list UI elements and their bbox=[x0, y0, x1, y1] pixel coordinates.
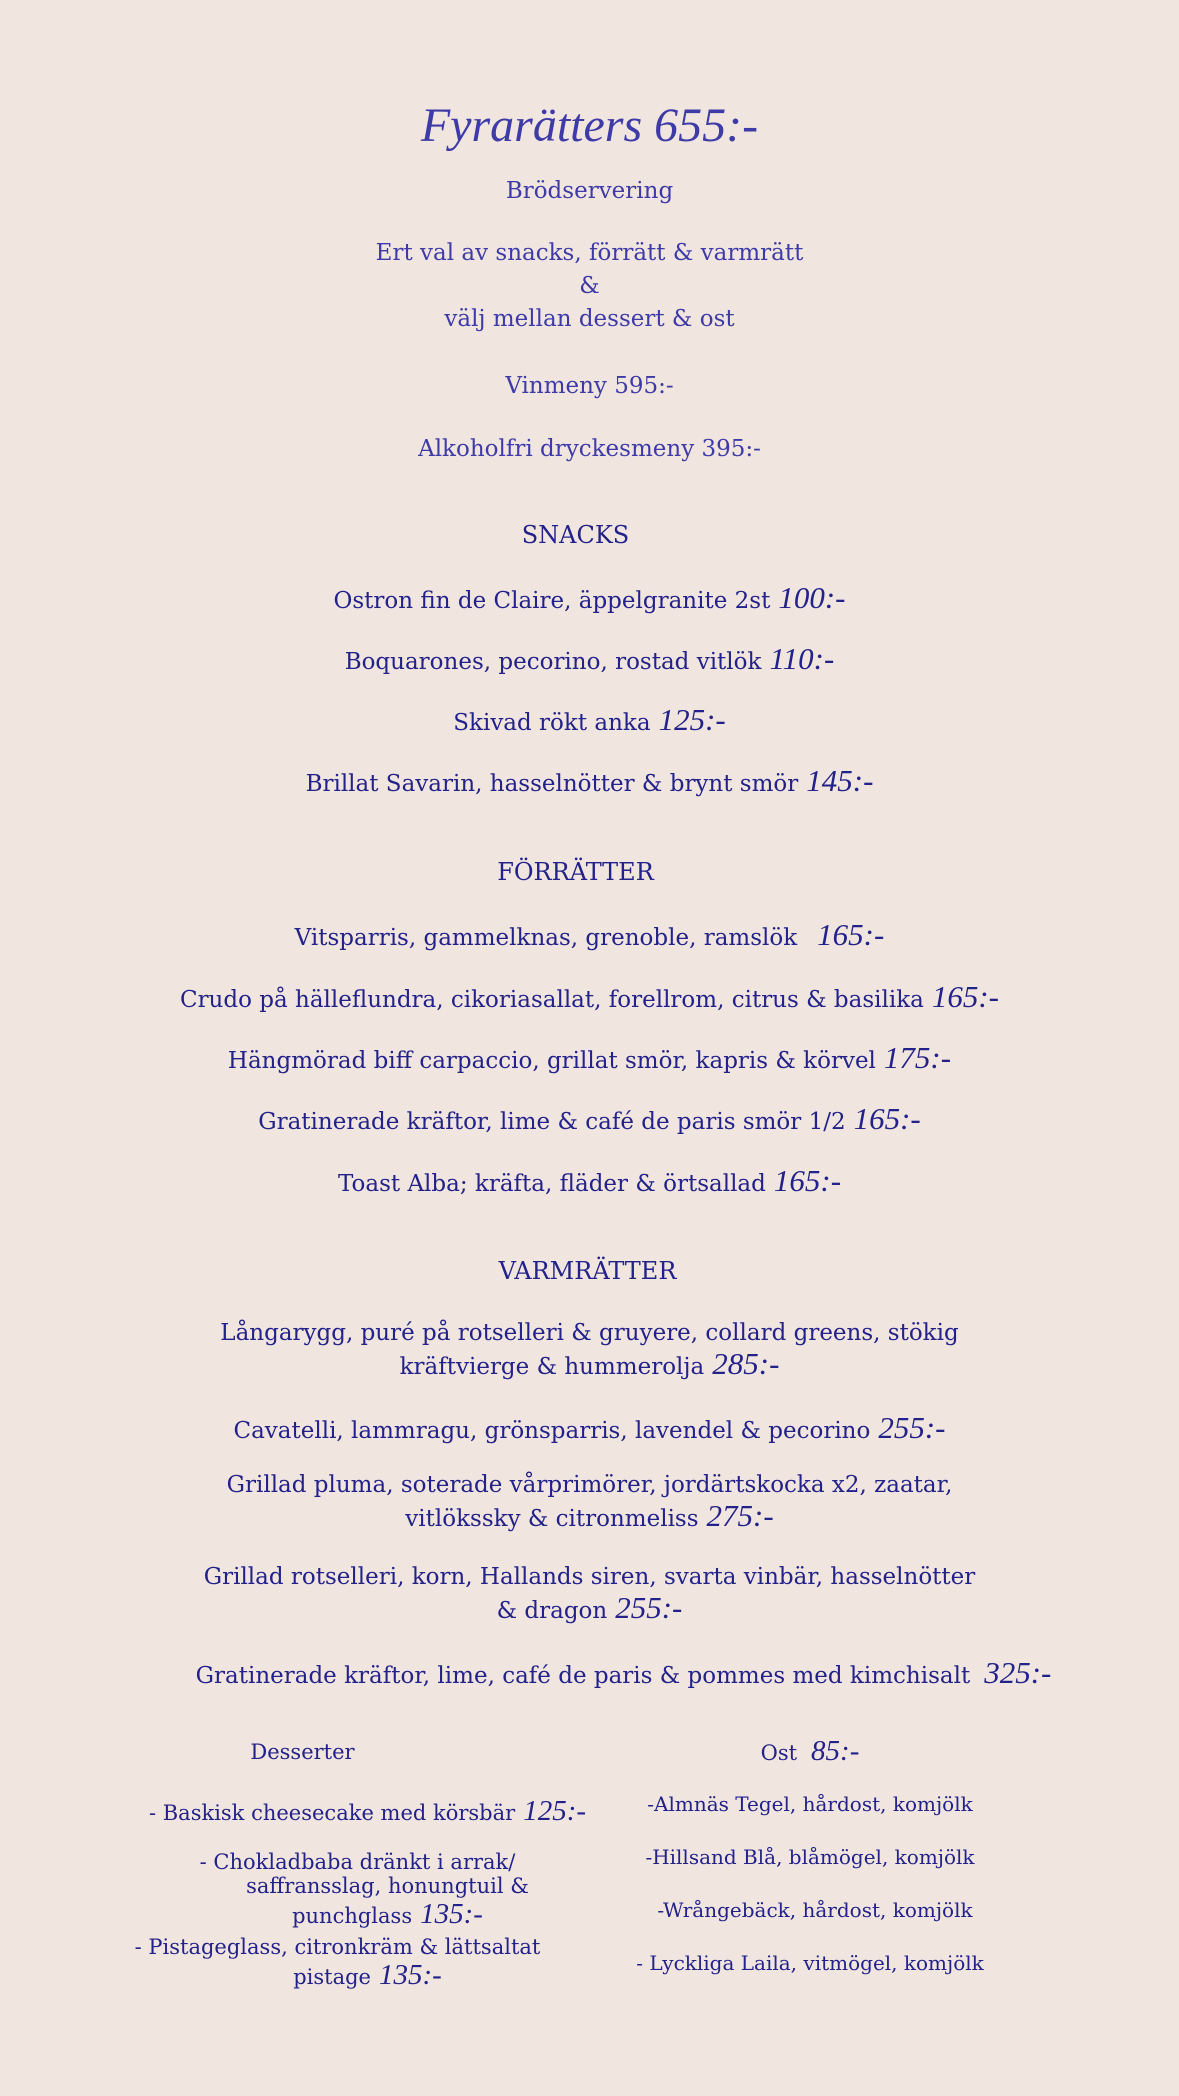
menu-item: Grillad pluma, soterade vårprimörer, jordärtskocka x2, zaatar, vitlökssky & citronmeliss 275:- bbox=[226, 1472, 953, 1533]
cheese-item: -Wrångebäck, hårdost, komjölk bbox=[657, 1898, 973, 1922]
cheese-item: - Lyckliga Laila, vitmögel, komjölk bbox=[636, 1951, 984, 1975]
menu-item: Långarygg, puré på rotselleri & gruyere, collard greens, stökig kräftvierge & hummerolja 285:- bbox=[220, 1320, 959, 1381]
snacks-heading: SNACKS bbox=[521, 521, 630, 549]
choice-line-1: Ert val av snacks, förrätt & varmrätt bbox=[375, 240, 804, 266]
nonalc-menu: Alkoholfri dryckesmeny 395:- bbox=[418, 436, 761, 462]
bread-service: Brödservering bbox=[505, 178, 674, 204]
menu-item: Grillad rotselleri, korn, Hallands siren, svarta vinbär, hasselnötter & dragon 255:- bbox=[203, 1564, 976, 1625]
menu-item: Crudo på hälleflundra, cikoriasallat, forellrom, citrus & basilika 165:- bbox=[179, 979, 1000, 1014]
wine-menu: Vinmeny 595:- bbox=[505, 373, 674, 399]
cheese-price: 85:- bbox=[811, 1735, 860, 1767]
menu-item: Cavatelli, lammragu, grönsparris, lavendel & pecorino 255:- bbox=[233, 1410, 946, 1445]
desserts-column bbox=[130, 1740, 605, 1764]
menu-item: Boquarones, pecorino, rostad vitlök 110:- bbox=[344, 641, 835, 676]
menu-item: Gratinerade kräftor, lime, café de paris & pommes med kimchisalt 325:- bbox=[195, 1655, 1052, 1690]
menu-title: Fyrarätters 655:- bbox=[420, 99, 759, 152]
mains-heading: VARMRÄTTER bbox=[498, 1257, 677, 1285]
menu-item: Ostron fin de Claire, äppelgranite 2st 100:- bbox=[333, 580, 846, 615]
cheese-item: -Almnäs Tegel, hårdost, komjölk bbox=[647, 1792, 973, 1816]
choice-line-2: välj mellan dessert & ost bbox=[444, 306, 735, 332]
menu-item: Gratinerade kräftor, lime & café de paris smör 1/2 165:- bbox=[258, 1101, 921, 1136]
dessert-item: - Baskisk cheesecake med körsbär 125:- bbox=[148, 1795, 587, 1827]
starters-heading: FÖRRÄTTER bbox=[497, 858, 654, 886]
menu-item: Toast Alba; kräfta, fläder & örtsallad 165:- bbox=[337, 1163, 842, 1198]
menu-item: Vitsparris, gammelknas, grenoble, ramslök 165:- bbox=[294, 917, 885, 952]
menu-item: Hängmörad biff carpaccio, grillat smör, kapris & körvel 175:- bbox=[227, 1040, 952, 1075]
menu-item: Skivad rökt anka 125:- bbox=[453, 702, 726, 737]
cheese-heading: Ost bbox=[760, 1741, 798, 1765]
dessert-item: - Pistageglass, citronkräm & lättsaltat pistage 135:- bbox=[134, 1935, 541, 1991]
dessert-item: - Chokladbaba dränkt i arrak/ saffransslag, honungtuil & punchglass 135:- bbox=[199, 1850, 529, 1930]
desserts-heading: Desserter bbox=[250, 1740, 355, 1764]
cheese-item: -Hillsand Blå, blåmögel, komjölk bbox=[645, 1845, 975, 1869]
cheese-heading-row bbox=[620, 1735, 1000, 1768]
menu-item: Brillat Savarin, hasselnötter & brynt smör 145:- bbox=[305, 763, 874, 798]
choice-amp: & bbox=[579, 273, 600, 299]
